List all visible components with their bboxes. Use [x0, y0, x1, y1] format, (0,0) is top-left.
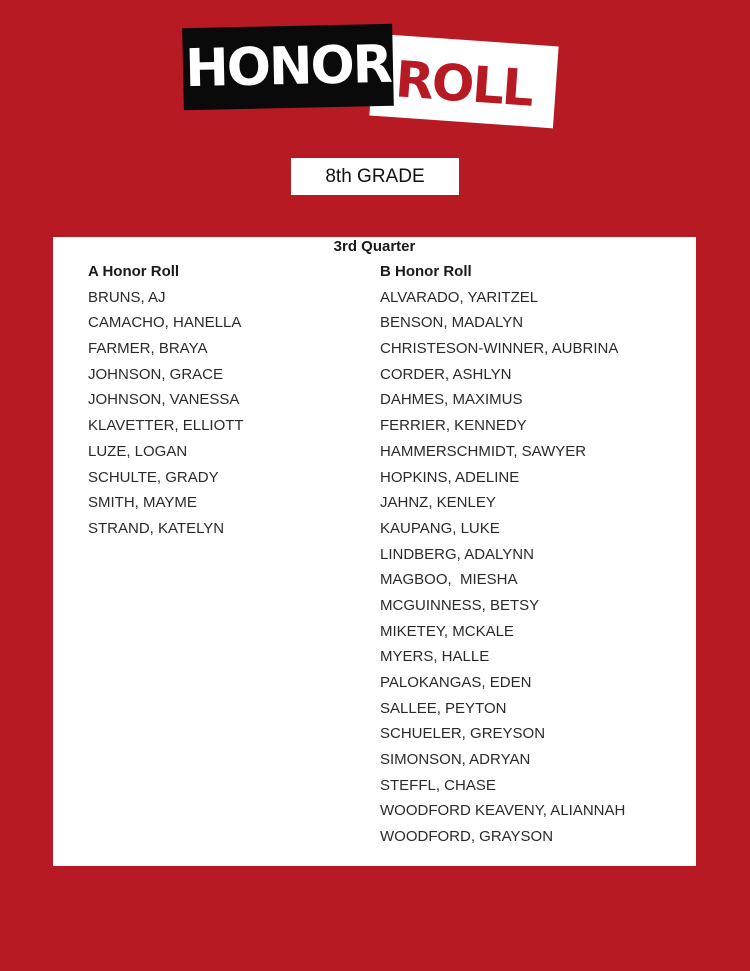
student-name: STRAND, KATELYN	[88, 519, 225, 537]
student-name: MIKETEY, MCKALE	[380, 622, 514, 640]
student-name: MYERS, HALLE	[380, 648, 490, 666]
student-name: SCHUELER, GREYSON	[380, 725, 546, 743]
student-name: KLAVETTER, ELLIOTT	[88, 417, 244, 435]
student-name: ALVARADO, YARITZEL	[380, 288, 539, 306]
b-honor-roll-column	[380, 262, 625, 853]
honor-roll-card	[53, 237, 696, 866]
a-honor-roll-heading: A Honor Roll	[88, 263, 180, 280]
student-name: SCHULTE, GRADY	[88, 468, 219, 486]
student-name: HAMMERSCHMIDT, SAWYER	[380, 442, 587, 460]
student-name: BRUNS, AJ	[88, 288, 166, 306]
student-name: JAHNZ, KENLEY	[380, 494, 496, 512]
student-name: WOODFORD KEAVENY, ALIANNAH	[380, 802, 626, 820]
title-word-roll: ROLL	[393, 50, 535, 118]
student-name: CHRISTESON-WINNER, AUBRINA	[380, 340, 619, 358]
student-name: STEFFL, CHASE	[380, 776, 496, 794]
student-name: CORDER, ASHLYN	[380, 365, 512, 383]
student-name: MCGUINNESS, BETSY	[380, 596, 540, 614]
student-name: LUZE, LOGAN	[88, 442, 188, 460]
student-name: PALOKANGAS, EDEN	[380, 674, 532, 691]
roll-title-box	[369, 34, 558, 129]
student-name: JOHNSON, VANESSA	[88, 391, 240, 409]
honor-title-box	[182, 24, 394, 110]
title-word-honor: HONOR	[184, 34, 392, 100]
student-name: FARMER, BRAYA	[88, 340, 208, 358]
student-name: SALLEE, PEYTON	[380, 699, 507, 717]
b-honor-roll-heading: B Honor Roll	[380, 263, 472, 280]
grade-label-box	[291, 158, 459, 195]
student-name: MAGBOO, MIESHA	[380, 571, 518, 589]
student-name: FERRIER, KENNEDY	[380, 417, 527, 435]
quarter-title: 3rd Quarter	[333, 238, 416, 255]
student-name: SMITH, MAYME	[88, 494, 197, 512]
student-name: SIMONSON, ADRYAN	[380, 751, 531, 769]
student-name: WOODFORD, GRAYSON	[380, 828, 554, 846]
student-name: CAMACHO, HANELLA	[88, 314, 242, 332]
student-name: DAHMES, MAXIMUS	[380, 391, 523, 409]
student-name: LINDBERG, ADALYNN	[380, 545, 534, 563]
student-name: HOPKINS, ADELINE	[380, 468, 520, 486]
student-name: KAUPANG, LUKE	[380, 519, 500, 537]
a-honor-roll-column	[88, 262, 244, 545]
b-honor-roll-list	[380, 288, 625, 853]
grade-label: 8th GRADE	[325, 165, 425, 187]
student-name: BENSON, MADALYN	[380, 314, 524, 332]
student-name: JOHNSON, GRACE	[88, 365, 224, 383]
a-honor-roll-list	[88, 288, 244, 545]
